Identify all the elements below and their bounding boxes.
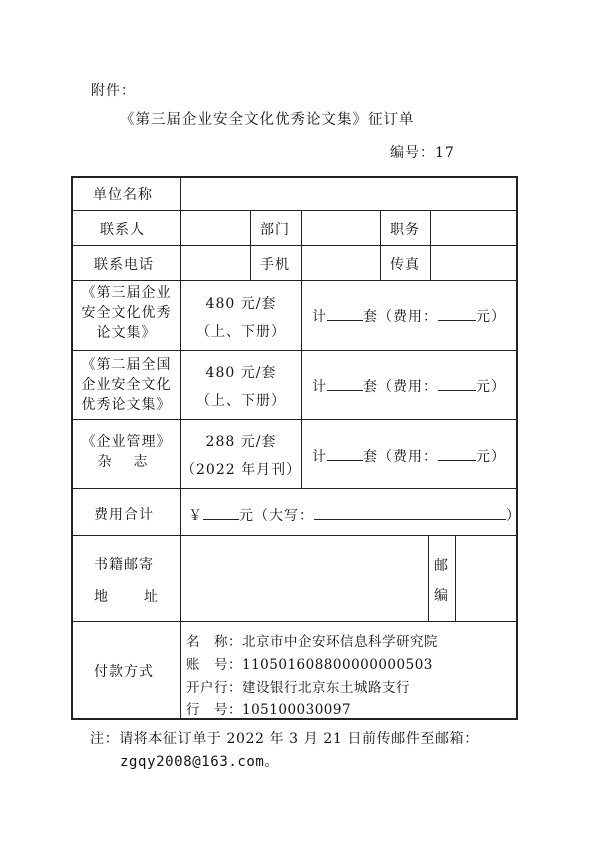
product-2-name: 《第二届全国 企业安全文化 优秀论文集》 — [81, 357, 172, 413]
product-3-quantity: 计 套（费用： 元） — [312, 445, 506, 466]
postcode-label-2: 编 — [434, 588, 449, 604]
product-3-name: 《企业管理》 杂志 — [81, 434, 172, 470]
postcode-label-1: 邮 — [434, 558, 449, 574]
bank-number-line: 行 号：105100030097 — [186, 702, 352, 718]
position-label: 职务 — [390, 222, 420, 238]
mail-address-label-2: 地址 — [94, 589, 194, 605]
form-title: 《第三届企业安全文化优秀论文集》征订单 — [120, 112, 415, 128]
product-2-quantity: 计 套（费用： 元） — [312, 375, 506, 396]
payment-label: 付款方式 — [94, 664, 154, 680]
unit-name-label: 单位名称 — [93, 187, 153, 203]
fee-total-label: 费用合计 — [94, 507, 154, 523]
department-label: 部门 — [260, 222, 290, 238]
serial-number: 编号：17 — [390, 145, 455, 161]
mail-address-label-1: 书籍邮寄 — [94, 557, 154, 573]
product-2-price: 480 元/套 （上、下册） — [196, 365, 286, 409]
phone-label: 联系电话 — [94, 257, 154, 273]
attachment-label: 附件： — [91, 83, 136, 99]
bank-line: 开户行：建设银行北京东土城路支行 — [186, 680, 410, 696]
fee-total-field: ￥ 元（大写： ） — [188, 504, 521, 525]
mobile-label: 手机 — [260, 257, 290, 273]
account-line: 账 号：110501608800000000503 — [186, 657, 433, 673]
contact-label: 联系人 — [100, 222, 145, 238]
payee-name-line: 名 称：北京市中企安环信息科学研究院 — [186, 634, 438, 650]
fax-label: 传真 — [390, 257, 420, 273]
footer-note: 注：请将本征订单于 2022 年 3 月 21 日前传邮件至邮箱： — [90, 731, 479, 747]
product-3-price: 288 元/套 （2022 年月刊） — [181, 434, 302, 478]
product-1-quantity: 计 套（费用： 元） — [312, 305, 506, 326]
product-1-name: 《第三届企业 安全文化优秀 论文集》 — [81, 285, 172, 341]
product-1-price: 480 元/套 （上、下册） — [196, 296, 286, 340]
footer-email: zgqy2008@163.com。 — [120, 754, 280, 770]
